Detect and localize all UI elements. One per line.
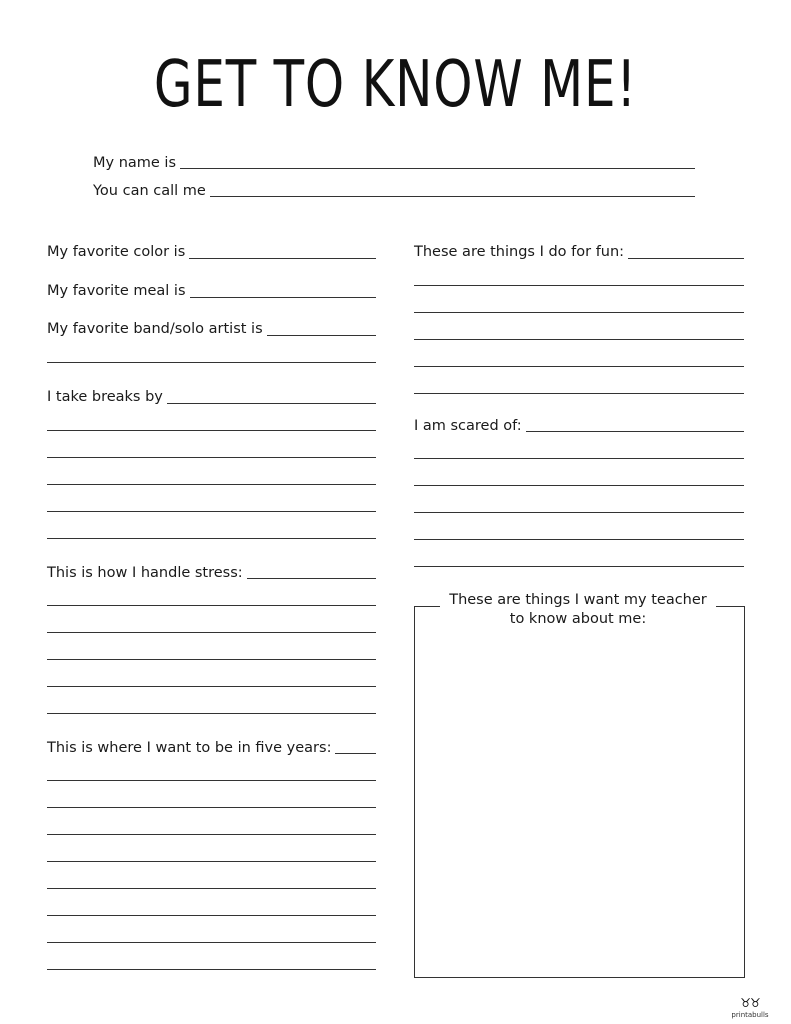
breaks-extra-line[interactable]	[47, 511, 376, 512]
breaks-extra-line[interactable]	[47, 484, 376, 485]
bull-logo-icon: ♉♉	[740, 996, 760, 1010]
five-years-extra-line[interactable]	[47, 915, 376, 916]
scared-extra-line[interactable]	[414, 539, 744, 540]
teacher-notes-caption: These are things I want my teacher to know about me:	[440, 591, 716, 629]
favorite-color-label: My favorite color is	[47, 244, 189, 260]
favorite-color-line[interactable]	[186, 258, 376, 259]
five-years-extra-line[interactable]	[47, 807, 376, 808]
scared-label: I am scared of:	[414, 418, 526, 434]
name-line[interactable]	[178, 168, 695, 169]
fun-extra-line[interactable]	[414, 312, 744, 313]
five-years-extra-line[interactable]	[47, 780, 376, 781]
nickname-label: You can call me	[93, 183, 210, 199]
scared-extra-line[interactable]	[414, 512, 744, 513]
stress-extra-line[interactable]	[47, 605, 376, 606]
favorite-artist-line[interactable]	[262, 335, 376, 336]
favorite-artist-label: My favorite band/solo artist is	[47, 321, 267, 337]
teacher-notes-box[interactable]	[414, 606, 745, 978]
breaks-extra-line[interactable]	[47, 538, 376, 539]
page-title: GET TO KNOW ME!	[153, 48, 638, 122]
five-years-extra-line[interactable]	[47, 861, 376, 862]
nickname-line[interactable]	[208, 196, 695, 197]
brand-name: printabulls	[731, 1011, 769, 1019]
favorite-meal-label: My favorite meal is	[47, 283, 190, 299]
stress-line[interactable]	[233, 578, 376, 579]
fun-extra-line[interactable]	[414, 339, 744, 340]
scared-line[interactable]	[521, 431, 744, 432]
breaks-label: I take breaks by	[47, 389, 167, 405]
stress-label: This is how I handle stress:	[47, 565, 247, 581]
fun-line[interactable]	[620, 258, 744, 259]
stress-extra-line[interactable]	[47, 632, 376, 633]
breaks-extra-line[interactable]	[47, 457, 376, 458]
scared-extra-line[interactable]	[414, 566, 744, 567]
scared-extra-line[interactable]	[414, 485, 744, 486]
stress-extra-line[interactable]	[47, 659, 376, 660]
breaks-line[interactable]	[163, 403, 376, 404]
five-years-extra-line[interactable]	[47, 969, 376, 970]
stress-extra-line[interactable]	[47, 686, 376, 687]
five-years-extra-line[interactable]	[47, 834, 376, 835]
breaks-extra-line[interactable]	[47, 430, 376, 431]
name-label: My name is	[93, 155, 180, 171]
favorite-meal-line[interactable]	[186, 297, 376, 298]
favorite-artist-extra-line[interactable]	[47, 362, 376, 363]
fun-extra-line[interactable]	[414, 393, 744, 394]
stress-extra-line[interactable]	[47, 713, 376, 714]
five-years-extra-line[interactable]	[47, 888, 376, 889]
scared-extra-line[interactable]	[414, 458, 744, 459]
fun-extra-line[interactable]	[414, 366, 744, 367]
five-years-extra-line[interactable]	[47, 942, 376, 943]
five-years-label: This is where I want to be in five years:	[47, 740, 335, 756]
fun-label: These are things I do for fun:	[414, 244, 628, 260]
fun-extra-line[interactable]	[414, 285, 744, 286]
